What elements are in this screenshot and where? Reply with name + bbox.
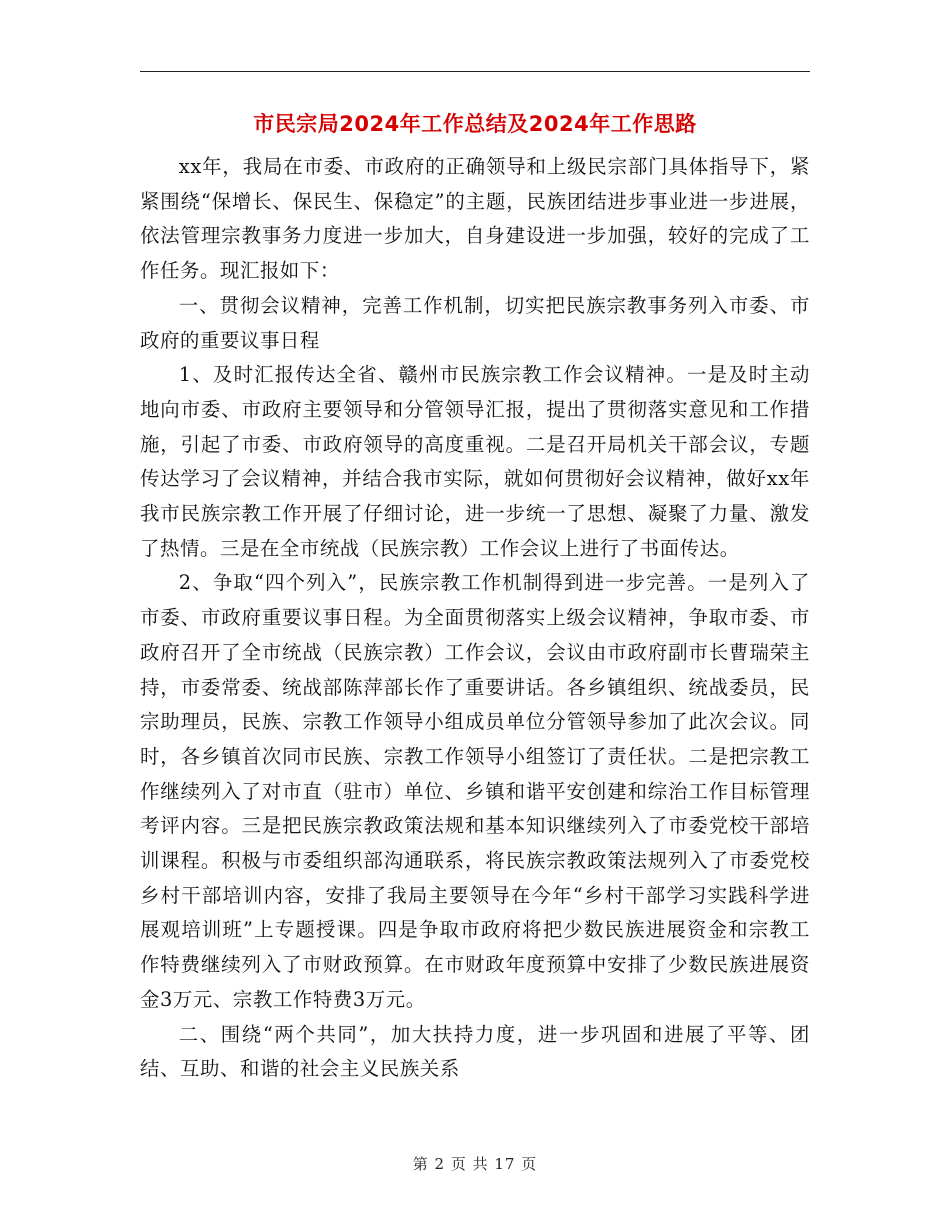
document-body [140,150,810,1087]
header-rule [140,71,810,72]
section-heading-1: 一、贯彻会议精神，完善工作机制，切实把民族宗教事务列入市委、市政府的重要议事日程 [140,293,810,352]
section-heading-2: 二、围绕“两个共同”，加大扶持力度，进一步巩固和进展了平等、团结、互助、和谐的社会主义民族关系 [140,1022,810,1081]
page-number: 第 2 页 共 17 页 [412,1155,538,1173]
document-title: 市民宗局2024年工作总结及2024年工作思路 [253,112,697,136]
paragraph-item-1: 1、及时汇报传达全省、赣州市民族宗教工作会议精神。一是及时主动地向市委、市政府主要领导和分管领导汇报，提出了贯彻落实意见和工作措施，引起了市委、市政府领导的高度重视。二是召开局机关干部会议，专题传达学习了会议精神，并结合我市实际，就如何贯彻好会议精神，做好xx年我市民族宗教工作开展了仔细讨论，进一步统一了思想、凝聚了力量、激发了热情。三是在全市统战（民族宗教）工作会议上进行了书面传达。 [140,363,810,560]
paragraph-intro: xx年，我局在市委、市政府的正确领导和上级民宗部门具体指导下，紧紧围绕“保增长、保民生、保稳定”的主题，民族团结进步事业进一步进展，依法管理宗教事务力度进一步加大，自身建设进一步加强，较好的完成了工作任务。现汇报如下： [140,155,810,283]
paragraph-item-2: 2、争取“四个列入”，民族宗教工作机制得到进一步完善。一是列入了市委、市政府重要议事日程。为全面贯彻落实上级会议精神，争取市委、市政府召开了全市统战（民族宗教）工作会议，会议由市政府副市长曹瑞荣主持，市委常委、统战部陈萍部长作了重要讲话。各乡镇组织、统战委员，民宗助理员，民族、宗教工作领导小组成员单位分管领导参加了此次会议。同时，各乡镇首次同市民族、宗教工作领导小组签订了责任状。二是把宗教工作继续列入了对市直（驻市）单位、乡镇和谐平安创建和综治工作目标管理考评内容。三是把民族宗教政策法规和基本知识继续列入了市委党校干部培训课程。积极与市委组织部沟通联系，将民族宗教政策法规列入了市委党校乡村干部培训内容，安排了我局主要领导在今年“乡村干部学习实践科学进展观培训班”上专题授课。四是争取市政府将把少数民族进展资金和宗教工作特费继续列入了市财政预算。在市财政年度预算中安排了少数民族进展资金3万元、宗教工作特费3万元。 [140,571,810,1011]
